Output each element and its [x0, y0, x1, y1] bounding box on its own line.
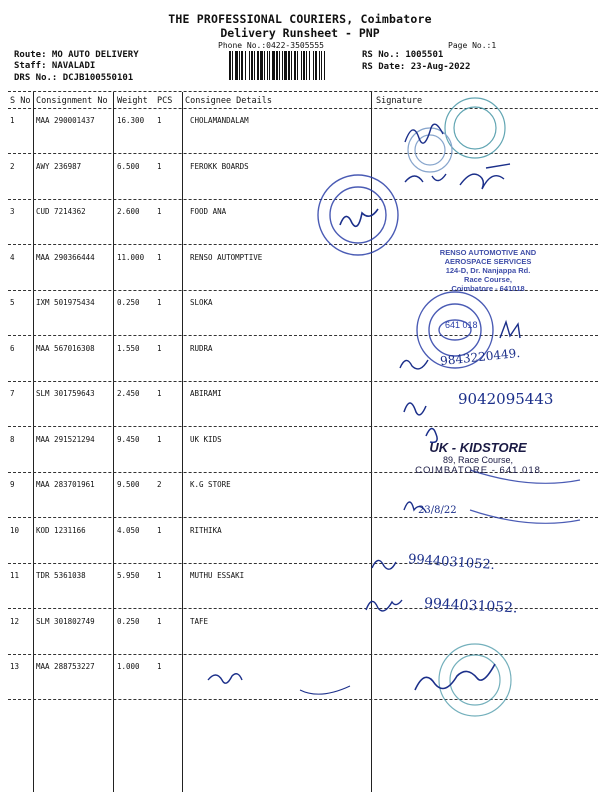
- cell-sno: 8: [10, 434, 15, 444]
- table-row: [0, 662, 600, 678]
- col-header-consignee: Consignee Details: [185, 96, 272, 106]
- cell-consignee: RUDRA: [190, 343, 213, 353]
- cell-pcs: 1: [157, 161, 162, 171]
- cell-pcs: 1: [157, 434, 162, 444]
- cell-consignment: SLM 301759643: [36, 389, 95, 398]
- renso-stamp-line: AEROSPACE SERVICES: [444, 257, 532, 266]
- kg-hospital-stamp: [470, 470, 580, 523]
- cell-weight: 16.300: [117, 116, 145, 125]
- cell-sno: 10: [10, 525, 20, 535]
- cell-sno: 13: [10, 662, 20, 671]
- cell-pcs: 1: [157, 343, 162, 353]
- cell-sno: 1: [10, 116, 15, 125]
- barcode: [229, 51, 355, 80]
- cell-pcs: 2: [157, 480, 162, 489]
- cell-sno: 12: [10, 616, 20, 626]
- cell-consignee: RENSO AUTOMPTIVE: [190, 252, 263, 262]
- cell-consignment: KOD 1231166: [36, 525, 86, 535]
- cell-consignee: CHOLAMANDALAM: [190, 116, 249, 125]
- cell-pcs: 1: [157, 389, 162, 398]
- kidstore-stamp-address: 89, Race Course,: [442, 455, 514, 465]
- cell-weight: 0.250: [117, 616, 140, 626]
- cell-consignment: MAA 290001437: [36, 116, 95, 125]
- renso-stamp-line: RENSO AUTOMOTIVE AND: [439, 248, 537, 257]
- row-separator: [8, 699, 598, 700]
- header-top-rule: [8, 91, 598, 92]
- cell-consignee: MUTHU ESSAKI: [190, 571, 245, 580]
- cell-consignment: IXM 501975434: [36, 298, 95, 307]
- cell-weight: 2.450: [117, 389, 140, 398]
- cell-pcs: 1: [157, 252, 162, 262]
- col-header-signature: Signature: [376, 96, 423, 106]
- table-row: [0, 116, 600, 132]
- cell-consignee: FOOD ANA: [190, 207, 227, 216]
- cell-pcs: 1: [157, 616, 162, 626]
- renso-stamp-line: Coimbatore - 641018: [451, 284, 525, 293]
- cell-pcs: 1: [157, 116, 162, 125]
- table-row: [0, 617, 600, 633]
- row-separator: [8, 426, 598, 427]
- route-label: Route: MO AUTO DELIVERY: [14, 50, 139, 60]
- cell-sno: 11: [10, 571, 20, 580]
- row-separator: [8, 654, 598, 655]
- col-header-pcs: PCS: [157, 96, 173, 106]
- tafe-seal: [439, 644, 511, 716]
- phone-number: Phone No.:0422-3505555: [218, 41, 324, 50]
- cell-consignee: FEROKK BOARDS: [190, 161, 249, 171]
- row-separator: [8, 199, 598, 200]
- cell-weight: 2.600: [117, 207, 140, 216]
- cell-consignment: TDR 5361038: [36, 571, 86, 580]
- cell-weight: 0.250: [117, 298, 140, 307]
- rs-number: RS No.: 1005501: [362, 50, 444, 60]
- row-separator: [8, 153, 598, 154]
- table-row: [0, 571, 600, 587]
- cell-weight: 4.050: [117, 525, 140, 535]
- cell-weight: 9.500: [117, 480, 140, 489]
- table-row: [0, 207, 600, 223]
- cell-pcs: 1: [157, 662, 162, 671]
- row-separator: [8, 335, 598, 336]
- cell-consignment: CUD 7214362: [36, 207, 86, 216]
- table-row: [0, 526, 600, 542]
- table-row: [0, 480, 600, 496]
- cell-sno: 9: [10, 480, 15, 489]
- cell-sno: 4: [10, 252, 15, 262]
- renso-stamp-line: Race Course,: [464, 275, 512, 284]
- row-separator: [8, 563, 598, 564]
- col-header-consignment: Consignment No: [36, 96, 108, 106]
- cell-consignee: ABIRAMI: [190, 389, 222, 398]
- handwritten-date-row9: 23/8/22: [418, 505, 457, 516]
- handwritten-phone-row11: 9944031052.: [423, 595, 518, 617]
- cell-consignment: MAA 283701961: [36, 480, 95, 489]
- rs-date: RS Date: 23-Aug-2022: [362, 62, 471, 72]
- runsheet-title: Delivery Runsheet - PNP: [220, 26, 380, 40]
- cell-pcs: 1: [157, 571, 162, 580]
- cell-consignment: MAA 567016308: [36, 343, 95, 353]
- table-row: [0, 298, 600, 314]
- col-header-weight: Weight: [117, 96, 148, 106]
- cell-consignment: AWY 236987: [36, 161, 82, 171]
- cell-sno: 2: [10, 161, 15, 171]
- table-row: [0, 162, 600, 178]
- signature-row13-c: [300, 686, 350, 694]
- cell-consignee: RITHIKA: [190, 525, 222, 535]
- cell-sno: 7: [10, 389, 15, 398]
- drs-number: DRS No.: DCJB100550101: [14, 73, 134, 83]
- page-number: Page No.:1: [448, 41, 497, 50]
- cell-pcs: 1: [157, 207, 162, 216]
- handwritten-phone-row10: 9944031052.: [407, 551, 496, 574]
- cell-consignment: MAA 290366444: [36, 252, 95, 262]
- cell-sno: 3: [10, 207, 15, 216]
- cell-consignee: SLOKA: [190, 298, 213, 307]
- renso-stamp: [414, 248, 562, 293]
- header-bottom-rule: [8, 108, 598, 109]
- secular-stamp-pin: 641 018: [445, 320, 478, 330]
- staff-label: Staff: NAVALADI: [14, 61, 96, 71]
- cell-weight: 9.450: [117, 434, 140, 444]
- renso-stamp-line: 124-D, Dr. Nanjappa Rd.: [445, 266, 531, 275]
- cell-sno: 6: [10, 343, 15, 353]
- kidstore-stamp: [408, 440, 548, 476]
- cell-weight: 1.000: [117, 662, 140, 671]
- cell-consignment: MAA 291521294: [36, 434, 95, 444]
- cell-consignee: TAFE: [190, 616, 209, 626]
- row-separator: [8, 517, 598, 518]
- cell-weight: 5.950: [117, 571, 140, 580]
- company-name: THE PROFESSIONAL COURIERS, Coimbatore: [168, 12, 432, 26]
- cell-weight: 1.550: [117, 343, 140, 353]
- col-header-sno: S No: [10, 96, 31, 106]
- cell-consignee: UK KIDS: [190, 434, 222, 444]
- row-separator: [8, 244, 598, 245]
- cell-consignment: MAA 288753227: [36, 662, 95, 671]
- cell-weight: 11.000: [117, 252, 145, 262]
- kidstore-stamp-city: COIMBATORE - 641 018: [415, 465, 541, 476]
- handwritten-phone-row6: 9843220449.: [439, 345, 521, 369]
- cell-pcs: 1: [157, 298, 162, 307]
- signature-row6: [400, 360, 428, 369]
- cell-consignment: SLM 301802749: [36, 616, 95, 626]
- cell-pcs: 1: [157, 525, 162, 535]
- cell-consignee: K.G STORE: [190, 480, 231, 489]
- cell-weight: 6.500: [117, 161, 140, 171]
- row-separator: [8, 381, 598, 382]
- kidstore-stamp-name: UK - KIDSTORE: [429, 440, 527, 455]
- handwritten-phone-row7: 9042095443: [458, 390, 554, 408]
- cell-sno: 5: [10, 298, 15, 307]
